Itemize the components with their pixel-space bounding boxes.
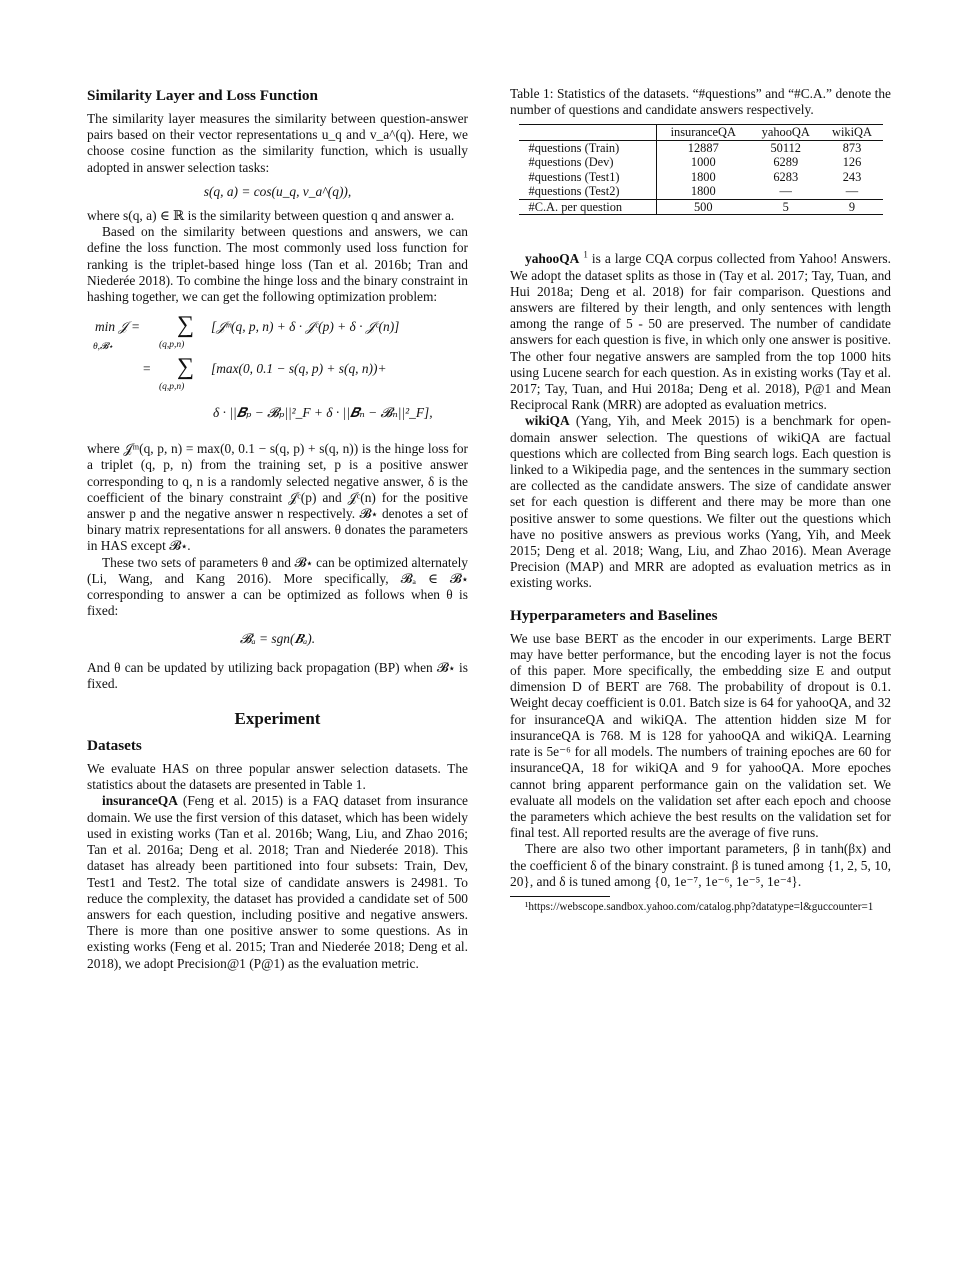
footnote-divider — [510, 896, 610, 897]
paragraph-hyperparameters: We use base BERT as the encoder in our experiments. Large BERT may have better performance, but the encoding layer is not the focus of this paper. More specifically, the embedding size E and output dimension D of BERT are 768. The probability of dropout is 0.1. Weight decay coefficient is 0.01. Batch size is 64 for yahooQA, and 32 for insuranceQA and wikiQA. The attention hidden size M for insuranceQA is 768. M is 128 for yahooQA and wikiQA. Learning rate is 5e⁻⁶ for all models. The numbers of training epoches are 60 for insuranceQA, 18 for wikiQA and 9 for yahooQA. More epoches cannot bring apparent performance gain on the validation set. We evaluate all models on the validation set after each epoch and choose the parameters which achieve the best results on the validation set for final test. All reported results are the average of five runs. — [510, 630, 891, 841]
paragraph-alternate-opt: These two sets of parameters θ and 𝓑⋆ can be optimized alternately (Li, Wang, and Kang 2016). More specifically, 𝓑ₐ ∈ 𝓑⋆ corresponding to answer a can be optimized as follows when θ is fixed: — [87, 554, 468, 619]
paragraph-datasets-intro: We evaluate HAS on three popular answer selection datasets. The statistics about the datasets are presented in Table 1. — [87, 761, 468, 793]
right-column — [510, 86, 891, 914]
equation-optimization: min 𝒥 = θ,𝓑⋆ ∑ (q,p,n) [𝒥ᵐ(q, p, n) + δ · 𝒥ᶜ(p) + δ · 𝒥ᶜ(n)] = ∑ (q,p,n) [max(0, 0.1 − s(q, p) + s(q, n))+ δ · ||𝑩ₚ − 𝓑ₚ||²_F + δ · ||𝑩ₙ − 𝓑ₙ||²_F], — [87, 315, 468, 433]
opt-sum-subscript-2: (q,p,n) — [159, 382, 185, 393]
table-row: #questions (Test2) 1800 — — — [519, 184, 883, 199]
paragraph-similarity-intro: The similarity layer measures the similarity between question-answer pairs based on their vector representations u_q and v_a^(q). Here, we choose cosine function as the similarity function, which is usually adopted in answer selection tasks: — [87, 111, 468, 175]
paragraph-important-params: There are also two other important parameters, β in tanh(βx) and the coefficient δ of the binary constraint. β is tuned among {1, 2, 5, 10, 20}, and δ is tuned among {0, 1e⁻⁷, 1e⁻⁶, 1e⁻⁵, 1e⁻⁴}. — [510, 841, 891, 889]
footnote-url: ¹https://webscope.sandbox.yahoo.com/catalog.php?datatype=l&guccounter=1 — [525, 900, 874, 913]
dataset-statistics-table — [519, 124, 883, 215]
opt-min-subscript: θ,𝓑⋆ — [93, 342, 113, 353]
paragraph-loss-intro: Based on the similarity between questions and answers, we can define the loss function. The most commonly used loss function for ranking is the triplet-based hinge loss (Tan et al. 2016b; Tran and Niederée 2018). To combine the hinge loss and the binary constraint in hashing together, we can get the following optimization problem: — [87, 224, 468, 305]
opt-line1-rhs: [𝒥ᵐ(q, p, n) + δ · 𝒥ᶜ(p) + δ · 𝒥ᶜ(n)] — [211, 319, 400, 335]
section-heading-experiment: Experiment — [234, 709, 321, 729]
section-heading-datasets: Datasets — [87, 737, 142, 755]
yahooqa-term: yahooQA — [525, 251, 580, 267]
section-heading-hyperparameters: Hyperparameters and Baselines — [510, 606, 718, 624]
footnote-marker: 1 — [583, 249, 588, 260]
wikiqa-term: wikiQA — [525, 413, 570, 429]
equation-cosine: s(q, a) = cos(u_q, v_a^(q)), — [203, 183, 352, 199]
table-row-candidate-answers: #C.A. per question 500 5 9 — [519, 199, 883, 215]
section-heading-similarity: Similarity Layer and Loss Function — [87, 87, 318, 104]
paragraph-yahooqa: yahooQA $^1$ is a large CQA corpus collected from Yahoo! Answers. We adopt the dataset splits as those in (Tay et al. 2017; Tay, Tuan, and Hui 2018a; Deng et al. 2018) for fair comparison. Questions and answers are filtered by their length, and only sentences with length among the range of 5 - 50 are preserved. The number of candidate answers for each question is five, in which only one answer is positive. The other four negative answers are sampled from the top 1000 hits using Lucene search for each question. As in existing works (Tay et al. 2017; Tay, Tuan, and Hui 2018a; Deng et al. 2018), P@1 and Mean Reciprocal Rank (MRR) are adopted as evaluation metrics. — [510, 249, 891, 413]
opt-line3: δ · ||𝑩ₚ − 𝓑ₚ||²_F + δ · ||𝑩ₙ − 𝓑ₙ||²_F], — [213, 405, 433, 421]
insuranceqa-term: insuranceQA — [102, 793, 178, 809]
paragraph-backprop: And θ can be updated by utilizing back propagation (BP) when 𝓑⋆ is fixed. — [87, 659, 468, 691]
table-row: #questions (Train) 12887 50112 873 — [519, 140, 883, 155]
paragraph-loss-def: where 𝒥ᵐ(q, p, n) = max(0, 0.1 − s(q, p) + s(q, n)) is the hinge loss for a triplet (q, p, n) from the training set, p is a positive answer corresponding to q, n is a randomly selected negative answer, δ is the coefficient of the binary constraint 𝒥ᶜ(p) and 𝒥ᶜ(n) for the positive answer p and the negative answer n respectively. 𝓑⋆ denotes a set of binary matrix representations for all answers. θ donates the parameters in HAS except 𝓑⋆. — [87, 441, 468, 554]
opt-sum-subscript-1: (q,p,n) — [159, 340, 185, 351]
table-header-row: insuranceQA yahooQA wikiQA — [519, 125, 883, 141]
paragraph-wikiqa: wikiQA (Yang, Yih, and Meek 2015) is a benchmark for open-domain answer selection. The questions of wikiQA are factual questions which are collected from Bing search logs. Each question is linked to a Wikipedia page, and the sentences in the summary section are collected as the candidate answers. The size of candidate answer set for each question is different and there may be more than one positive answer to some questions. We filter out the questions which have no positive answers as previous works (Yang, Yih, and Meek 2015; Deng et al. 2018; Wang, Liu, and Zhao 2016). Mean Average Precision (MAP) and MRR are adopted as evaluation metrics as in existing works. — [510, 413, 891, 591]
paragraph-similarity-def: where s(q, a) ∈ ℝ is the similarity between question q and answer a. — [87, 208, 455, 224]
opt-line2-rhs: [max(0, 0.1 − s(q, p) + s(q, n))+ — [211, 361, 387, 377]
table-row: #questions (Dev) 1000 6289 126 — [519, 155, 883, 170]
paragraph-insuranceqa: insuranceQA (Feng et al. 2015) is a FAQ dataset from insurance domain. We use the first version of this dataset, which has been widely used in existing works (Tan et al. 2016b; Wang, Liu, and Zhao 2016; Tan et al. 2016a; Deng et al. 2018; Tran and Niederée 2018). This dataset has already been partitioned into four subsets: Train, Dev, Test1 and Test2. The total size of candidate answers is 24981. To reduce the complexity, the dataset has provided a candidate set of 500 answers for each question, including positive and negative answers. There is more than one positive answer to some questions. As in existing works (Feng et al. 2015; Tran and Niederée 2018; Deng et al. 2018), we adopt Precision@1 (P@1) as the evaluation metric. — [87, 793, 468, 971]
equation-sgn: 𝓑ₐ = sgn(𝑩ₐ). — [239, 631, 316, 647]
opt-min-lhs: min 𝒥 = — [95, 319, 141, 335]
left-column — [87, 86, 468, 972]
table-row: #questions (Test1) 1800 6283 243 — [519, 170, 883, 185]
table-caption: Table 1: Statistics of the datasets. “#questions” and “#C.A.” denote the number of questions and candidate answers respectively. — [510, 86, 891, 118]
